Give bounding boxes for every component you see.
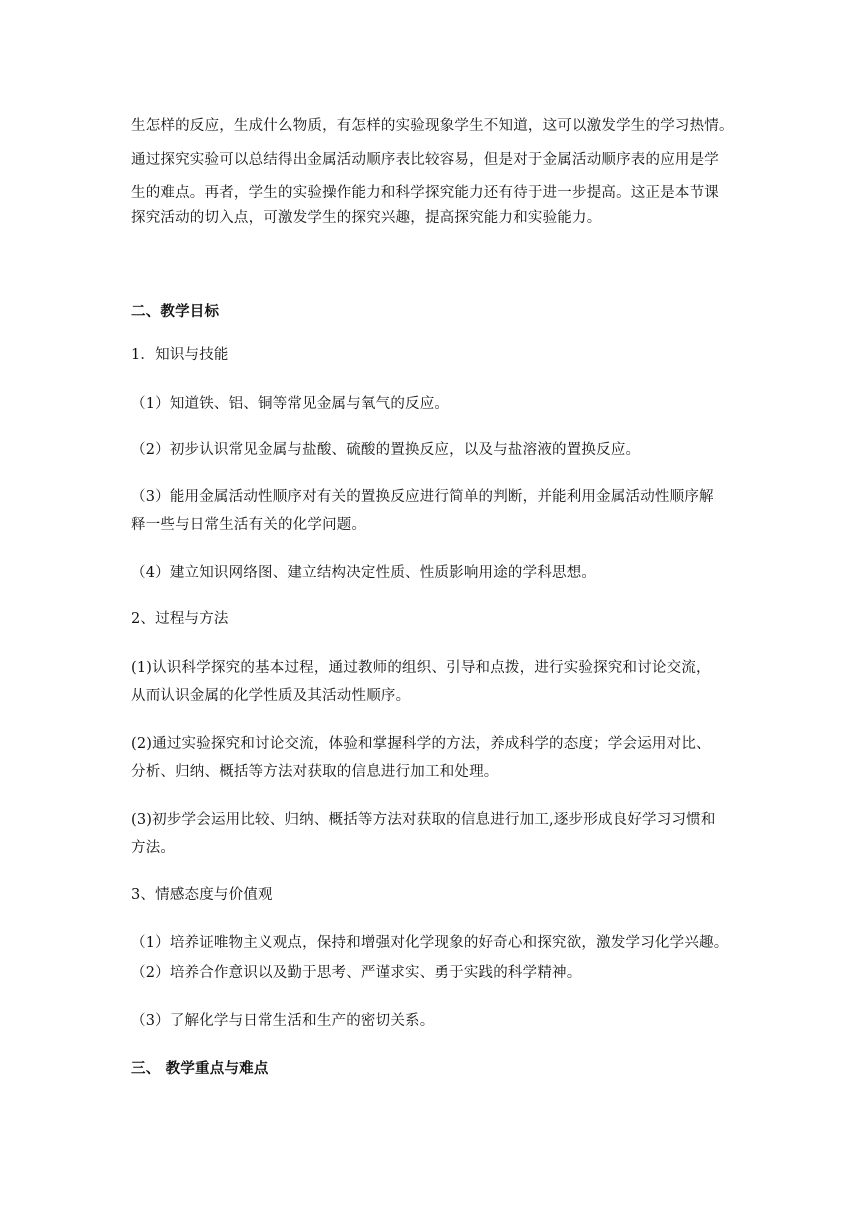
- section-heading-teaching-goals: 二、教学目标: [131, 303, 220, 320]
- method-item-continuation: 分析、归纳、概括等方法对获取的信息进行加工和处理。: [131, 764, 499, 780]
- attitude-item: （2）培养合作意识以及勤于思考、严谨求实、勇于实践的科学精神。: [131, 965, 582, 981]
- goal-item: （2）初步认识常见金属与盐酸、硫酸的置换反应，以及与盐溶液的置换反应。: [131, 442, 641, 458]
- goal-item-continuation: 释一些与日常生活有关的化学问题。: [131, 517, 367, 533]
- goal-item: （1）知道铁、铝、铜等常见金属与氧气的反应。: [131, 396, 450, 412]
- goal-item: （4）建立知识网络图、建立结构决定性质、性质影响用途的学科思想。: [131, 565, 597, 581]
- subsection-heading-process-methods: 2、过程与方法: [131, 611, 229, 627]
- section-heading-key-points: 三、 教学重点与难点: [131, 1060, 269, 1077]
- attitude-item: （1）培养证唯物主义观点，保持和增强对化学现象的好奇心和探究欲，激发学习化学兴趣。: [131, 935, 729, 951]
- intro-line-3: 生的难点。再者，学生的实验操作能力和科学探究能力还有待于进一步提高。这正是本节课: [131, 185, 719, 201]
- method-item: (3)初步学会运用比较、归纳、概括等方法对获取的信息进行加工,逐步形成良好学习习惯和: [131, 812, 716, 828]
- subsection-heading-attitude-values: 3、情感态度与价值观: [131, 887, 273, 903]
- intro-line-2: 通过探究实验可以总结得出金属活动顺序表比较容易，但是对于金属活动顺序表的应用是学: [131, 152, 719, 168]
- attitude-item: （3）了解化学与日常生活和生产的密切关系。: [131, 1013, 435, 1029]
- method-item-continuation: 方法。: [131, 840, 176, 856]
- intro-line-1: 生怎样的反应，生成什么物质，有怎样的实验现象学生不知道，这可以激发学生的学习热情。: [131, 118, 734, 134]
- intro-line-4: 探究活动的切入点，可激发学生的探究兴趣，提高探究能力和实验能力。: [131, 210, 602, 226]
- goal-item: （3）能用金属活动性顺序对有关的置换反应进行简单的判断，并能利用金属活动性顺序解: [131, 489, 714, 505]
- method-item: (2)通过实验探究和讨论交流，体验和掌握科学的方法，养成科学的态度；学会运用对比、: [131, 736, 711, 752]
- method-item: (1)认识科学探究的基本过程，通过教师的组织、引导和点拨，进行实验探究和讨论交流，: [131, 660, 711, 676]
- method-item-continuation: 从而认识金属的化学性质及其活动性顺序。: [131, 688, 411, 704]
- subsection-heading-knowledge-skills: 1．知识与技能: [131, 347, 229, 363]
